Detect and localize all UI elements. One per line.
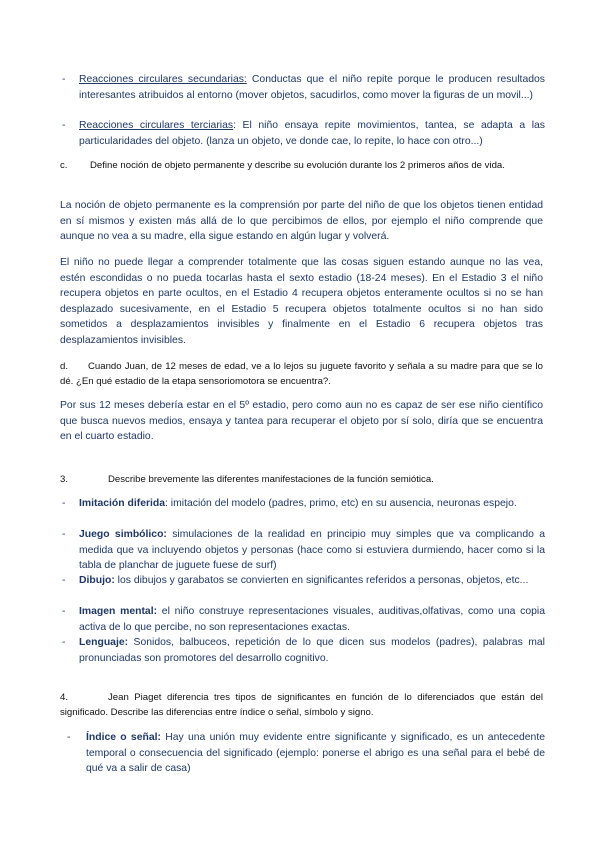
question-number: c. bbox=[60, 160, 68, 171]
definition: : El niño ensaya repite movimientos, tantea, se adapta a las particularidades del objeto. (lanza un objeto, ve donde cae, lo repite, lo hace con otro...) bbox=[79, 120, 545, 147]
term: Dibujo: bbox=[79, 575, 115, 586]
definition: los dibujos y garabatos se convierten en significantes referidos a personas, objetos, etc... bbox=[114, 575, 529, 586]
list-item-reacciones-terciarias bbox=[62, 118, 545, 149]
question-3 bbox=[60, 472, 543, 487]
question-text: Describe brevemente las diferentes manifestaciones de la función semiótica. bbox=[108, 474, 434, 485]
list-dash: - bbox=[62, 529, 66, 540]
question-text: Jean Piaget diferencia tres tipos de significantes en función de lo diferenciados que están del significado. Describe las diferencias entre índice o señal, símbolo y signo. bbox=[60, 692, 543, 718]
term: Imitación diferida bbox=[79, 498, 166, 509]
question-number: 3. bbox=[60, 474, 69, 485]
term: Juego simbólico: bbox=[79, 529, 167, 540]
question-text: Define noción de objeto permanente y describe su evolución durante los 2 primeros años de vida. bbox=[90, 160, 505, 171]
list-item-reacciones-secundarias bbox=[62, 72, 545, 103]
term: Reacciones circulares terciarias bbox=[79, 120, 234, 131]
list-item-indice-senal bbox=[67, 730, 545, 777]
answer-c-paragraph-2: El niño no puede llegar a comprender totalmente que las cosas siguen estando aunque no las vea, estén escondidas o no pueda tocarlas hasta el sexto estadio (18-24 meses). En el Estadio 3 el niño recupera objetos en parte ocultos, en el Estadio 4 recupera objetos enteramente ocultos si no se han desplazado sucesivamente, en el Estadio 5 recupera objetos totalmente ocultos si no han sido sometidos a desplazamientos invisibles y finalmente en el Estadio 6 recupera objetos tras desplazamientos invisibles. bbox=[60, 257, 543, 346]
term: Lenguaje: bbox=[79, 637, 129, 648]
list-dash: - bbox=[62, 498, 66, 509]
list-dash: - bbox=[62, 74, 66, 85]
question-number: 4. bbox=[60, 692, 69, 703]
question-c bbox=[60, 158, 543, 173]
answer-c-paragraph-1: La noción de objeto permanente es la comprensión por parte del niño de que los objetos tienen entidad en sí mismos y existen más allá de lo que percibimos de ellos, por ejemplo el niño comprende que aunque no vea a su madre, ella sigue estando en algún lugar y volverá. bbox=[60, 200, 543, 243]
list-item-lenguaje bbox=[62, 635, 545, 666]
list-item-imitacion-diferida bbox=[62, 496, 545, 512]
answer-d: Por sus 12 meses debería estar en el 5º estadio, pero como aun no es capaz de ser ese niño científico que busca nuevos medios, ensaya y tantea para recuperar el objeto por sí solo, diría que se encuentra en el cuarto estadio. bbox=[60, 400, 543, 443]
question-4 bbox=[60, 690, 543, 720]
list-dash: - bbox=[62, 575, 66, 586]
definition: simulaciones de la realidad en principio muy simples que va complicando a medida que va incluyendo objetos y personas (hace como si estuviera durmiendo, hacer como si la tabla de planchar de juguete fuese de surf) bbox=[79, 529, 545, 572]
definition: : imitación del modelo (padres, primo, etc) en su ausencia, neuronas espejo. bbox=[165, 498, 517, 509]
question-number: d. bbox=[60, 361, 69, 372]
question-text: Cuando Juan, de 12 meses de edad, ve a lo lejos su juguete favorito y señala a su madre para que se lo dé. ¿En qué estadio de la etapa sensoriomotora se encuentra?. bbox=[60, 361, 543, 387]
term: Índice o señal: bbox=[86, 732, 161, 743]
term: Reacciones circulares secundarias: bbox=[79, 74, 247, 85]
term: Imagen mental: bbox=[79, 606, 158, 617]
definition: Hay una unión muy evidente entre significante y significado, es un antecedente temporal o consecuencia del significado (ejemplo: ponerse el abrigo es una señal para el bebé de qué va a salir de casa) bbox=[86, 732, 546, 775]
list-dash: - bbox=[62, 637, 66, 648]
definition: el niño construye representaciones visuales, auditivas,olfativas, como una copia activa de lo que percibe, no son representaciones exactas. bbox=[79, 606, 545, 633]
list-item-imagen-mental bbox=[62, 604, 545, 635]
list-dash: - bbox=[67, 732, 71, 743]
list-dash: - bbox=[62, 120, 66, 131]
definition: Sonidos, balbuceos, repetición de lo que dicen sus modelos (padres), palabras mal pronunciadas son promotores del desarrollo cognitivo. bbox=[79, 637, 545, 664]
list-item-dibujo bbox=[62, 573, 545, 589]
list-item-juego-simbolico bbox=[62, 527, 545, 574]
list-dash: - bbox=[62, 606, 66, 617]
definition: Conductas que el niño repite porque le producen resultados interesantes atribuidos al entorno (mover objetos, sacudirlos, como mover la figuras de un movil...) bbox=[79, 74, 545, 101]
question-d bbox=[60, 359, 543, 389]
